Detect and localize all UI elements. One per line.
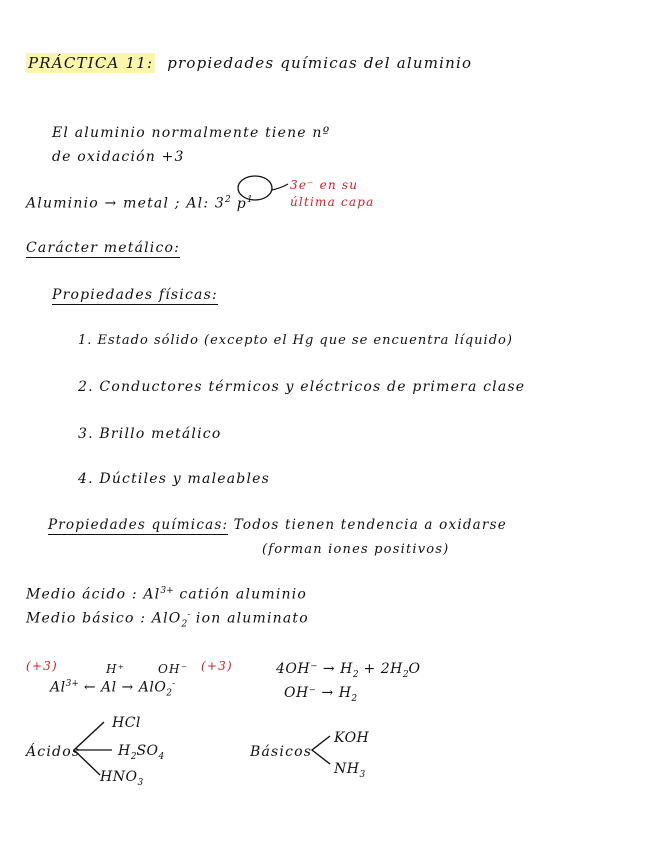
h2so4-so: SO bbox=[136, 743, 159, 759]
p-superscript: 1 bbox=[246, 195, 253, 205]
h-plus-label: H⁺ bbox=[106, 662, 126, 676]
bases-label: Básicos bbox=[250, 744, 313, 760]
medio-basico-subscript: 2 bbox=[181, 619, 188, 630]
medio-basico-prefix: Medio básico : AlO bbox=[26, 610, 182, 627]
ox-state-right: (+3) bbox=[201, 659, 233, 673]
ox-state-left: (+3) bbox=[26, 659, 58, 673]
physical-item-2: 2. Conductores térmicos y eléctricos de primera clase bbox=[78, 379, 526, 395]
aluminate-subscript: 2 bbox=[166, 688, 173, 699]
base-nh3 bbox=[334, 762, 365, 780]
title-label: PRÁCTICA 11: bbox=[28, 54, 154, 72]
quimicas-label: Propiedades químicas: bbox=[48, 517, 229, 533]
h2so4-sub1: 2 bbox=[130, 751, 137, 762]
h2so4-h: H bbox=[118, 743, 131, 759]
eq1-sub2: 2 bbox=[402, 669, 409, 680]
electron-note-2: última capa bbox=[290, 195, 375, 209]
metal-prefix: Aluminio → metal ; Al: 3 bbox=[26, 195, 226, 212]
electron-note-1: 3e⁻ en su bbox=[290, 178, 359, 192]
eq1-sub: 2 bbox=[352, 669, 359, 680]
al-ion: Al bbox=[50, 679, 66, 696]
intro-line-1: El aluminio normalmente tiene nº bbox=[52, 125, 331, 141]
h2so4-sub2: 4 bbox=[158, 751, 165, 762]
medio-basico-charge: - bbox=[187, 610, 191, 620]
eq2-sub: 2 bbox=[351, 693, 358, 704]
acid-hcl: HCl bbox=[112, 715, 141, 731]
physical-item-1: 1. Estado sólido (excepto el Hg que se encuentra líquido) bbox=[78, 333, 513, 348]
eq1-left: 4OH⁻ → H bbox=[276, 661, 353, 677]
medio-basico-suffix: ion aluminato bbox=[190, 610, 309, 627]
quimicas-text-1: Todos tienen tendencia a oxidarse bbox=[228, 517, 507, 533]
section-fisicas-text: Propiedades físicas: bbox=[52, 287, 218, 303]
acid-hno3 bbox=[100, 770, 143, 788]
oh-minus-label: OH⁻ bbox=[158, 662, 189, 676]
title-topic: propiedades químicas del aluminio bbox=[167, 54, 473, 72]
eq2-left: OH⁻ → H bbox=[284, 685, 352, 701]
aluminate-charge: - bbox=[172, 679, 176, 689]
nh3-sub: 3 bbox=[359, 769, 366, 780]
p-letter: p bbox=[236, 195, 247, 212]
hno3-sub: 3 bbox=[137, 777, 144, 788]
eq1-mid: + 2H bbox=[358, 661, 403, 677]
reaction-middle: ← Al → AlO bbox=[78, 679, 167, 696]
intro-line-2: de oxidación +3 bbox=[52, 149, 185, 165]
acids-label: Ácidos bbox=[26, 744, 81, 760]
quimicas-text-2: (forman iones positivos) bbox=[262, 542, 450, 557]
hno3-hno: HNO bbox=[100, 769, 138, 785]
physical-item-4: 4. Dúctiles y maleables bbox=[78, 471, 270, 487]
s-superscript: 2 bbox=[225, 195, 231, 205]
base-koh: KOH bbox=[334, 730, 370, 746]
physical-item-3: 3. Brillo metálico bbox=[78, 426, 222, 442]
nh3-nh: NH bbox=[334, 761, 360, 777]
al-ion-charge: 3+ bbox=[65, 679, 79, 689]
acid-h2so4 bbox=[118, 744, 164, 762]
medio-acido-suffix: catión aluminio bbox=[173, 586, 308, 603]
medio-acido-prefix: Medio ácido : Al bbox=[26, 586, 161, 603]
section-caracter-text: Carácter metálico: bbox=[26, 240, 181, 256]
medio-acido-charge: 3+ bbox=[160, 586, 174, 596]
eq1-right: O bbox=[408, 661, 421, 677]
